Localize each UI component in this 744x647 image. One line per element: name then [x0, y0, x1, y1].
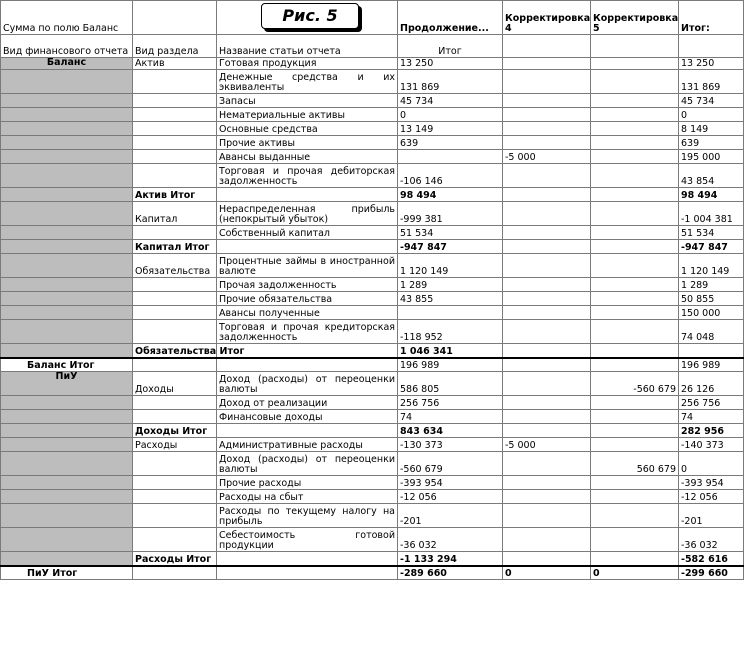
item-name-cell: Запасы: [217, 94, 398, 108]
correction-5-cell: [591, 202, 679, 226]
correction-4-cell: [503, 476, 591, 490]
correction-4-cell: [503, 226, 591, 240]
section-cell: [133, 226, 217, 240]
item-name-cell: Авансы полученные: [217, 306, 398, 320]
total-value-cell: -140 373: [679, 438, 744, 452]
total-value-cell: 1 120 149: [679, 254, 744, 278]
item-name-cell: Нераспределенная прибыль (непокрытый убыток): [217, 202, 398, 226]
item-name-cell: [217, 552, 398, 566]
total-value-cell: 98 494: [679, 188, 744, 202]
column-header-correction-4: Корректировка 4: [503, 1, 591, 35]
report-group-cell: Баланс: [1, 58, 133, 70]
total-value-cell: 51 534: [679, 226, 744, 240]
item-name-cell: Торговая и прочая дебиторская задолженность: [217, 164, 398, 188]
continuation-value-cell: 43 855: [398, 292, 503, 306]
correction-4-cell: [503, 136, 591, 150]
report-group-cell: [1, 70, 133, 94]
correction-5-cell: [591, 490, 679, 504]
section-cell: [133, 94, 217, 108]
report-group-cell: [1, 136, 133, 150]
correction-5-cell: [591, 278, 679, 292]
continuation-value-cell: 51 534: [398, 226, 503, 240]
table-row: [1, 292, 744, 306]
correction-4-cell: [503, 306, 591, 320]
table-row: [1, 552, 744, 566]
correction-4-cell: [503, 490, 591, 504]
correction-5-cell: [591, 240, 679, 254]
correction-5-cell: [591, 320, 679, 344]
item-name-cell: Доход от реализации: [217, 396, 398, 410]
table-row: [1, 58, 744, 70]
report-group-cell: [1, 528, 133, 552]
total-value-cell: 150 000: [679, 306, 744, 320]
correction-5-cell: [591, 58, 679, 70]
correction-5-cell: [591, 94, 679, 108]
item-name-cell: Доход (расходы) от переоценки валюты: [217, 452, 398, 476]
filter-label-report-type: Вид финансового отчета: [1, 35, 133, 58]
item-name-cell: [217, 424, 398, 438]
correction-4-cell: [503, 396, 591, 410]
continuation-value-cell: [398, 306, 503, 320]
continuation-value-cell: -118 952: [398, 320, 503, 344]
correction-4-cell: [503, 108, 591, 122]
table-row: [1, 278, 744, 292]
total-value-cell: 0: [679, 452, 744, 476]
continuation-value-cell: 1 289: [398, 278, 503, 292]
continuation-value-cell: 256 756: [398, 396, 503, 410]
correction-4-cell: 0: [503, 566, 591, 580]
report-group-cell: [1, 410, 133, 424]
continuation-value-cell: [398, 150, 503, 164]
item-name-cell: Денежные средства и их эквиваленты: [217, 70, 398, 94]
correction-5-cell: [591, 504, 679, 528]
report-group-cell: [1, 552, 133, 566]
item-name-cell: Прочие расходы: [217, 476, 398, 490]
table-row: [1, 240, 744, 254]
section-cell: [133, 452, 217, 476]
correction-5-cell: [591, 292, 679, 306]
total-value-cell: 639: [679, 136, 744, 150]
column-header-section: Вид раздела: [133, 35, 217, 58]
table-row: [1, 188, 744, 202]
section-cell: [133, 396, 217, 410]
item-name-cell: [217, 566, 398, 580]
continuation-value-cell: 45 734: [398, 94, 503, 108]
correction-5-cell: [591, 552, 679, 566]
section-cell: Расходы Итог: [133, 552, 217, 566]
item-name-cell: Авансы выданные: [217, 150, 398, 164]
continuation-value-cell: -106 146: [398, 164, 503, 188]
table-row: [1, 306, 744, 320]
correction-5-cell: [591, 476, 679, 490]
total-value-cell: 256 756: [679, 396, 744, 410]
report-group-cell: Баланс Итог: [1, 358, 133, 372]
total-value-cell: 196 989: [679, 358, 744, 372]
total-value-cell: -1 004 381: [679, 202, 744, 226]
section-cell: Капитал Итог: [133, 240, 217, 254]
total-value-cell: -582 616: [679, 552, 744, 566]
empty-cell: [679, 35, 744, 58]
item-name-cell: Прочие обязательства: [217, 292, 398, 306]
correction-4-cell: [503, 164, 591, 188]
section-cell: [133, 410, 217, 424]
section-cell: [133, 320, 217, 344]
correction-4-cell: [503, 278, 591, 292]
correction-4-cell: [503, 58, 591, 70]
section-cell: [133, 504, 217, 528]
continuation-value-cell: 0: [398, 108, 503, 122]
report-group-cell: [1, 396, 133, 410]
continuation-value-cell: 1 120 149: [398, 254, 503, 278]
correction-5-cell: 560 679: [591, 452, 679, 476]
item-name-cell: Административные расходы: [217, 438, 398, 452]
total-value-cell: 26 126: [679, 372, 744, 396]
correction-5-cell: [591, 306, 679, 320]
table-row: [1, 528, 744, 552]
total-value-cell: 74: [679, 410, 744, 424]
correction-4-cell: [503, 528, 591, 552]
report-group-cell: [1, 202, 133, 226]
report-group-cell: [1, 226, 133, 240]
table-row: [1, 566, 744, 580]
section-cell: Актив: [133, 58, 217, 70]
correction-5-cell: [591, 396, 679, 410]
empty-cell: [133, 1, 217, 35]
item-name-cell: Финансовые доходы: [217, 410, 398, 424]
continuation-value-cell: -201: [398, 504, 503, 528]
item-name-cell: [217, 240, 398, 254]
item-name-cell: [217, 358, 398, 372]
column-header-continuation: Продолжение...: [398, 1, 503, 35]
table-row: [1, 136, 744, 150]
correction-4-cell: [503, 452, 591, 476]
total-value-cell: -393 954: [679, 476, 744, 490]
filter-label-sum: Сумма по полю Баланс: [1, 1, 133, 35]
table-row: [1, 254, 744, 278]
table-row: [1, 226, 744, 240]
section-cell: [133, 122, 217, 136]
total-value-cell: 1 289: [679, 278, 744, 292]
report-group-cell: [1, 150, 133, 164]
correction-4-cell: [503, 188, 591, 202]
report-group-cell: [1, 438, 133, 452]
section-cell: [133, 292, 217, 306]
table-row: [1, 396, 744, 410]
continuation-value-cell: 1 046 341: [398, 344, 503, 358]
correction-4-cell: [503, 410, 591, 424]
report-group-cell: [1, 254, 133, 278]
continuation-value-cell: 13 250: [398, 58, 503, 70]
section-cell: [133, 358, 217, 372]
correction-4-cell: [503, 70, 591, 94]
table-row: [1, 122, 744, 136]
correction-5-cell: [591, 226, 679, 240]
correction-4-cell: -5 000: [503, 438, 591, 452]
report-group-cell: [1, 320, 133, 344]
correction-5-cell: [591, 70, 679, 94]
item-name-cell: [217, 188, 398, 202]
item-name-cell: Нематериальные активы: [217, 108, 398, 122]
correction-5-cell: [591, 150, 679, 164]
total-value-cell: 13 250: [679, 58, 744, 70]
table-row: [1, 490, 744, 504]
item-name-cell: Расходы по текущему налогу на прибыль: [217, 504, 398, 528]
item-name-cell: Процентные займы в иностранной валюте: [217, 254, 398, 278]
report-group-cell: [1, 504, 133, 528]
table-row: [1, 476, 744, 490]
report-group-cell: [1, 476, 133, 490]
correction-4-cell: -5 000: [503, 150, 591, 164]
section-cell: [133, 566, 217, 580]
continuation-value-cell: 196 989: [398, 358, 503, 372]
section-cell: [133, 108, 217, 122]
table-row: [1, 504, 744, 528]
section-cell: Актив Итог: [133, 188, 217, 202]
column-header-subtotal: Итог: [398, 35, 503, 58]
section-cell: Капитал: [133, 202, 217, 226]
continuation-value-cell: -947 847: [398, 240, 503, 254]
correction-4-cell: [503, 240, 591, 254]
continuation-value-cell: -999 381: [398, 202, 503, 226]
total-value-cell: 45 734: [679, 94, 744, 108]
correction-5-cell: [591, 410, 679, 424]
total-value-cell: 50 855: [679, 292, 744, 306]
correction-4-cell: [503, 358, 591, 372]
total-value-cell: 74 048: [679, 320, 744, 344]
total-value-cell: 131 869: [679, 70, 744, 94]
continuation-value-cell: -1 133 294: [398, 552, 503, 566]
correction-5-cell: [591, 136, 679, 150]
table-row: [1, 150, 744, 164]
table-row: [1, 438, 744, 452]
item-name-cell: Расходы на сбыт: [217, 490, 398, 504]
correction-5-cell: [591, 254, 679, 278]
correction-5-cell: [591, 164, 679, 188]
section-cell: Доходы: [133, 372, 217, 396]
section-cell: Доходы Итог: [133, 424, 217, 438]
report-group-cell: ПиУ Итог: [1, 566, 133, 580]
correction-5-cell: -560 679: [591, 372, 679, 396]
item-name-cell: Прочие активы: [217, 136, 398, 150]
item-name-cell: Основные средства: [217, 122, 398, 136]
section-cell: [133, 164, 217, 188]
report-group-cell: [1, 164, 133, 188]
section-cell: [133, 306, 217, 320]
report-group-cell: [1, 424, 133, 438]
table-row: [1, 320, 744, 344]
correction-4-cell: [503, 372, 591, 396]
total-value-cell: [679, 344, 744, 358]
report-group-cell: ПиУ: [1, 372, 133, 396]
continuation-value-cell: -12 056: [398, 490, 503, 504]
report-group-cell: [1, 344, 133, 358]
correction-5-cell: [591, 358, 679, 372]
table-row: [1, 372, 744, 396]
continuation-value-cell: 639: [398, 136, 503, 150]
section-cell: [133, 136, 217, 150]
correction-4-cell: [503, 122, 591, 136]
item-name-cell: Собственный капитал: [217, 226, 398, 240]
total-value-cell: 195 000: [679, 150, 744, 164]
correction-4-cell: [503, 344, 591, 358]
empty-cell: [591, 35, 679, 58]
table-row: [1, 410, 744, 424]
correction-5-cell: [591, 438, 679, 452]
table-row: [1, 202, 744, 226]
report-group-cell: [1, 452, 133, 476]
column-header-total: Итог:: [679, 1, 744, 35]
total-value-cell: 0: [679, 108, 744, 122]
correction-5-cell: [591, 344, 679, 358]
table-row: [1, 358, 744, 372]
item-name-cell: Готовая продукция: [217, 58, 398, 70]
column-header-correction-5: Корректировка 5: [591, 1, 679, 35]
correction-4-cell: [503, 292, 591, 306]
correction-4-cell: [503, 552, 591, 566]
continuation-value-cell: 131 869: [398, 70, 503, 94]
section-cell: [133, 70, 217, 94]
total-value-cell: -201: [679, 504, 744, 528]
report-group-cell: [1, 188, 133, 202]
item-name-cell: Торговая и прочая кредиторская задолженность: [217, 320, 398, 344]
table-row: [1, 94, 744, 108]
report-group-cell: [1, 108, 133, 122]
continuation-value-cell: 98 494: [398, 188, 503, 202]
item-name-cell: Себестоимость готовой продукции: [217, 528, 398, 552]
report-group-cell: [1, 306, 133, 320]
correction-4-cell: [503, 424, 591, 438]
continuation-value-cell: -36 032: [398, 528, 503, 552]
continuation-value-cell: -560 679: [398, 452, 503, 476]
continuation-value-cell: -130 373: [398, 438, 503, 452]
report-group-cell: [1, 490, 133, 504]
report-group-cell: [1, 122, 133, 136]
report-group-cell: [1, 278, 133, 292]
correction-5-cell: [591, 108, 679, 122]
continuation-value-cell: 586 805: [398, 372, 503, 396]
correction-4-cell: [503, 254, 591, 278]
correction-5-cell: [591, 424, 679, 438]
correction-4-cell: [503, 320, 591, 344]
total-value-cell: -947 847: [679, 240, 744, 254]
empty-cell: [503, 35, 591, 58]
continuation-value-cell: -393 954: [398, 476, 503, 490]
section-cell: [133, 490, 217, 504]
continuation-value-cell: 74: [398, 410, 503, 424]
total-value-cell: -299 660: [679, 566, 744, 580]
table-row: [1, 344, 744, 358]
continuation-value-cell: -289 660: [398, 566, 503, 580]
section-cell: [133, 528, 217, 552]
table-row: [1, 164, 744, 188]
table-row: [1, 70, 744, 94]
total-value-cell: 8 149: [679, 122, 744, 136]
correction-4-cell: [503, 504, 591, 528]
continuation-value-cell: 13 149: [398, 122, 503, 136]
item-name-cell: Доход (расходы) от переоценки валюты: [217, 372, 398, 396]
correction-4-cell: [503, 94, 591, 108]
section-cell: [133, 150, 217, 164]
total-value-cell: -12 056: [679, 490, 744, 504]
total-value-cell: 282 956: [679, 424, 744, 438]
total-value-cell: -36 032: [679, 528, 744, 552]
total-value-cell: 43 854: [679, 164, 744, 188]
report-group-cell: [1, 94, 133, 108]
correction-5-cell: 0: [591, 566, 679, 580]
section-cell: Обязательства Итог: [133, 344, 217, 358]
correction-5-cell: [591, 122, 679, 136]
correction-5-cell: [591, 188, 679, 202]
section-cell: Обязательства: [133, 254, 217, 278]
column-header-item: Название статьи отчета: [217, 35, 398, 58]
correction-5-cell: [591, 528, 679, 552]
item-name-cell: Прочая задолженность: [217, 278, 398, 292]
section-cell: Расходы: [133, 438, 217, 452]
table-row: [1, 424, 744, 438]
section-cell: [133, 476, 217, 490]
report-group-cell: [1, 292, 133, 306]
table-row: [1, 108, 744, 122]
report-group-cell: [1, 240, 133, 254]
table-row: [1, 452, 744, 476]
figure-badge: Рис. 5: [261, 3, 359, 29]
continuation-value-cell: 843 634: [398, 424, 503, 438]
section-cell: [133, 278, 217, 292]
correction-4-cell: [503, 202, 591, 226]
